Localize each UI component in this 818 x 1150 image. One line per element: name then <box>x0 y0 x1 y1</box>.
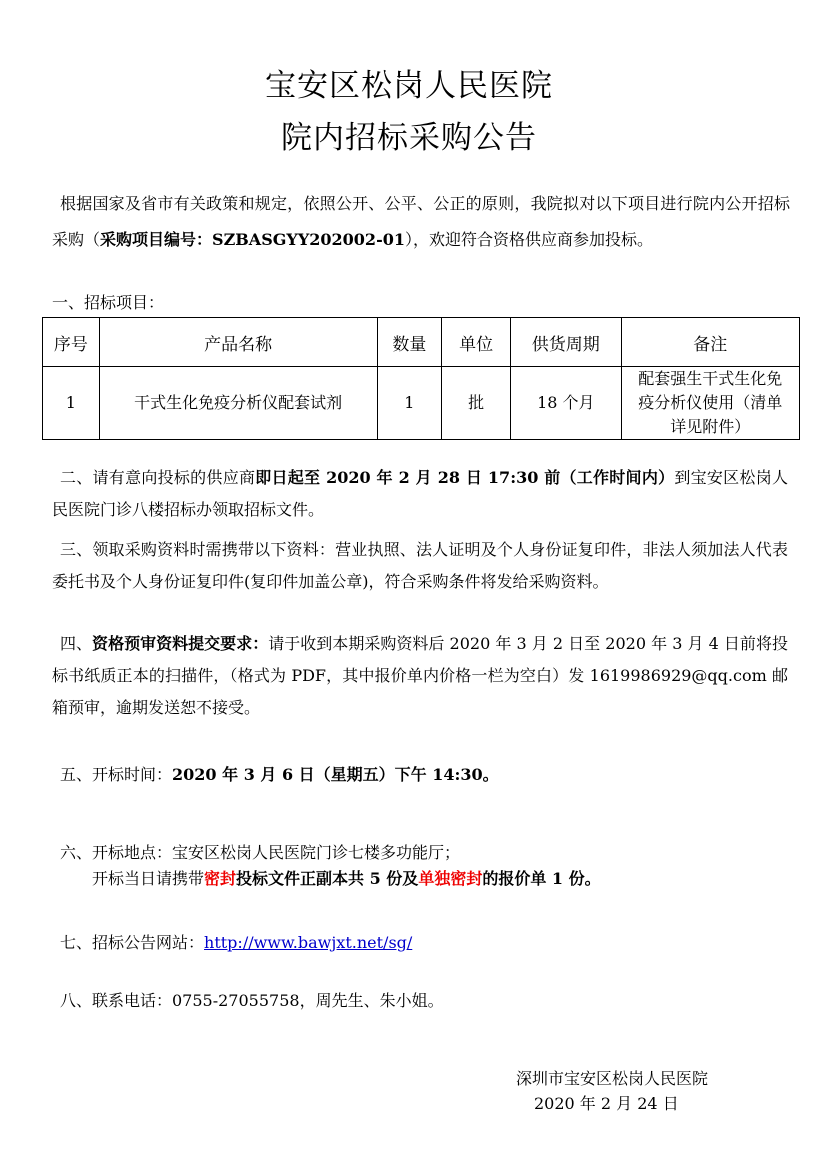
section7-label: 七、招标公告网站： <box>60 933 205 952</box>
sealed-emphasis-1: 密封 <box>204 869 237 888</box>
intro-text-after: ），欢迎符合资格供应商参加投标。 <box>404 230 653 249</box>
signature-org: 深圳市宝安区松岗人民医院 <box>516 1069 709 1088</box>
section5-line <box>60 762 499 785</box>
table-header-cell: 供货周期 <box>511 318 622 367</box>
section6-text-b: 投标文件正副本共 5 份及 <box>236 869 419 888</box>
table-cell: 1 <box>377 367 442 440</box>
section6-text-c: 的报价单 1 份。 <box>482 869 601 888</box>
section4-paragraph <box>52 628 788 724</box>
section6-text-a: 开标当日请携带 <box>92 869 205 888</box>
intro-paragraph <box>52 186 790 258</box>
table-header-cell: 单位 <box>442 318 511 367</box>
sealed-emphasis-2: 单独密封 <box>418 869 483 888</box>
section2-deadline: 即日起至 2020 年 2 月 28 日 17:30 前（工作时间内） <box>255 468 675 487</box>
table-header-row <box>43 318 800 367</box>
table-header-cell: 数量 <box>377 318 442 367</box>
section4-prefix: 四、 <box>60 634 93 653</box>
section2-prefix: 二、请有意向投标的供应商 <box>60 468 256 487</box>
table-cell: 干式生化免疫分析仪配套试剂 <box>99 367 377 440</box>
section1-heading: 一、招标项目： <box>52 293 165 312</box>
section2-paragraph <box>52 462 788 526</box>
table-cell: 1 <box>43 367 100 440</box>
table-header-cell: 序号 <box>43 318 100 367</box>
bid-items-table <box>42 317 800 440</box>
section3-text: 三、领取采购资料时需携带以下资料：营业执照、法人证明及个人身份证复印件，非法人须加法人代表委托书及个人身份证复印件(复印件加盖公章)，符合采购条件将发给采购资料。 <box>52 540 788 591</box>
table-cell: 批 <box>442 367 511 440</box>
document-title-line2: 院内招标采购公告 <box>281 120 537 156</box>
section4-heading: 资格预审资料提交要求： <box>92 634 269 653</box>
intro-text-before: 根据国家及省市有关政策和规定，依照公开、公平、公正的原则，我院拟对以下项目进行院内公开招标采购（ <box>52 194 790 249</box>
project-code: SZBASGYY202002-01 <box>212 230 405 249</box>
table-header-cell: 备注 <box>621 318 799 367</box>
signature-date: 2020 年 2 月 24 日 <box>534 1094 679 1113</box>
section5-label: 五、开标时间： <box>60 765 173 784</box>
section7-line <box>60 930 412 953</box>
section6-line2 <box>92 866 601 889</box>
section3-paragraph <box>52 534 788 598</box>
document-title-line1: 宝安区松岗人民医院 <box>265 68 553 104</box>
table-row <box>43 367 800 440</box>
table-cell: 18 个月 <box>511 367 622 440</box>
section4-text: 请于收到本期采购资料后 2020 年 3 月 2 日至 2020 年 3 月 4 日前将投标书纸质正本的扫描件，（格式为 PDF，其中报价单内价格一栏为空白）发 1619986929@qq.com 邮箱预审，逾期发送恕不接受。 <box>52 634 788 717</box>
bid-opening-time: 2020 年 3 月 6 日（星期五）下午 14:30。 <box>172 765 499 784</box>
announcement-website-link[interactable]: http://www.bawjxt.net/sg/ <box>204 933 413 952</box>
table-cell: 配套强生干式生化免疫分析仪使用（清单详见附件） <box>621 367 799 440</box>
section6-line1: 六、开标地点：宝安区松岗人民医院门诊七楼多功能厅； <box>60 843 461 862</box>
project-code-label: 采购项目编号： <box>100 230 213 249</box>
table-header-cell: 产品名称 <box>99 318 377 367</box>
section2-suffix: 到宝安区松岗人民医院门诊八楼招标办领取招标文件。 <box>52 468 788 519</box>
section8-line: 八、联系电话：0755-27055758，周先生、朱小姐。 <box>60 991 444 1010</box>
